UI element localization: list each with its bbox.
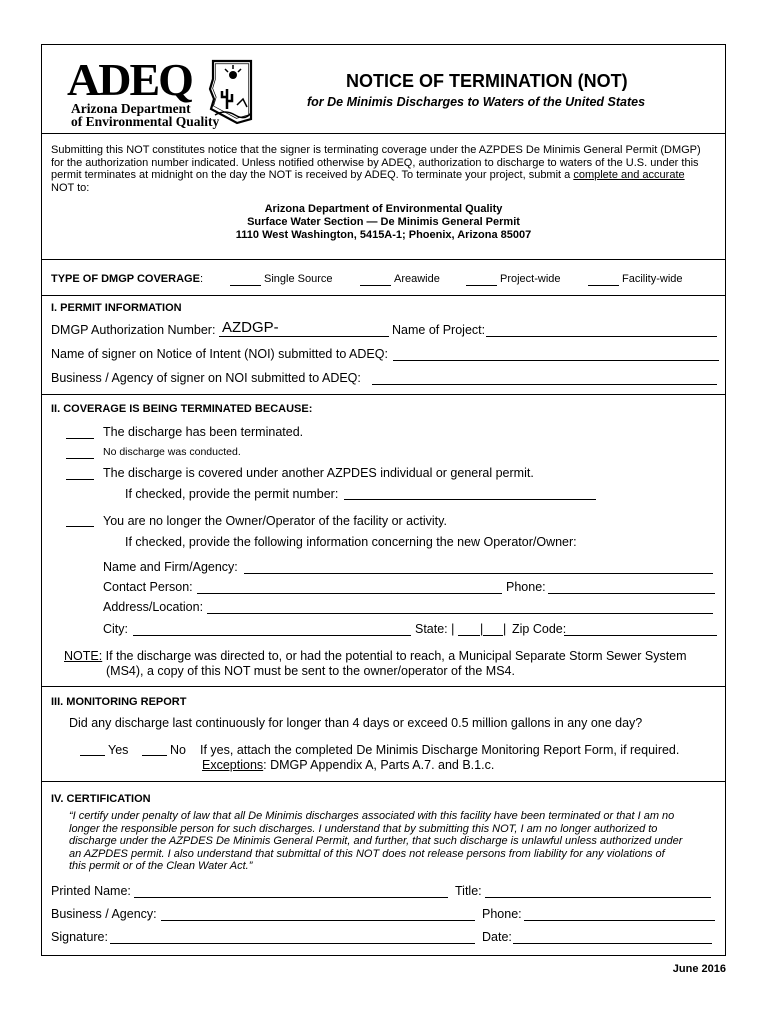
state-separator: | <box>480 622 484 636</box>
divider <box>42 781 725 782</box>
facility-wide-blank[interactable] <box>588 285 619 286</box>
auth-number-value[interactable]: AZDGP- <box>222 319 279 336</box>
divider <box>42 259 725 260</box>
cert-phone-field[interactable] <box>524 920 715 921</box>
new-owner-name-label: Name and Firm/Agency: <box>103 560 238 574</box>
divider <box>42 133 725 134</box>
yes-checkbox[interactable] <box>80 755 105 756</box>
exceptions-note: Exceptions: DMGP Appendix A, Parts A.7. and B.1.c. <box>202 758 495 772</box>
address-line1: Arizona Department of Environmental Quality <box>264 203 503 215</box>
reason2-label: No discharge was conducted. <box>103 446 241 458</box>
cert-phone-label: Phone: <box>482 907 522 921</box>
signer-business-label: Business / Agency of signer on NOI submitted to ADEQ: <box>51 371 361 385</box>
project-wide-blank[interactable] <box>466 285 497 286</box>
state-label: State: | <box>415 622 455 636</box>
reason4-label: You are no longer the Owner/Operator of the facility or activity. <box>103 514 447 528</box>
printed-name-label: Printed Name: <box>51 884 131 898</box>
areawide-label: Areawide <box>394 273 440 285</box>
new-owner-name-field[interactable] <box>244 573 713 574</box>
project-name-field[interactable] <box>486 336 717 337</box>
auth-number-label: DMGP Authorization Number: <box>51 323 216 337</box>
section3-heading: III. MONITORING REPORT <box>51 696 187 708</box>
single-source-blank[interactable] <box>230 285 261 286</box>
project-name-label: Name of Project: <box>392 323 486 337</box>
cert-business-label: Business / Agency: <box>51 907 157 921</box>
state-end: | <box>503 622 507 636</box>
contact-person-label: Contact Person: <box>103 580 193 594</box>
revision-date: June 2016 <box>672 963 726 975</box>
section4-heading: IV. CERTIFICATION <box>51 793 151 805</box>
state-field-2[interactable] <box>483 635 503 636</box>
areawide-blank[interactable] <box>360 285 391 286</box>
signer-business-field[interactable] <box>372 384 717 385</box>
signature-field[interactable] <box>110 943 475 944</box>
single-source-label: Single Source <box>264 273 333 285</box>
monitoring-instructions: If yes, attach the completed De Minimis Discharge Monitoring Report Form, if required. <box>200 743 680 757</box>
ms4-note: NOTE: If the discharge was directed to, or had the potential to reach, a Municipal Separate Storm Sewer System <box>64 649 687 663</box>
project-wide-label: Project-wide <box>500 273 561 285</box>
contact-person-field[interactable] <box>197 593 502 594</box>
divider <box>42 686 725 687</box>
auth-number-field[interactable] <box>219 336 389 337</box>
state-field-1[interactable] <box>458 635 480 636</box>
coverage-label: TYPE OF DMGP COVERAGE: <box>51 273 203 285</box>
city-field[interactable] <box>133 635 411 636</box>
reason4-checkbox[interactable] <box>66 526 94 527</box>
contact-phone-field[interactable] <box>548 593 715 594</box>
intro-text: Submitting this NOT constitutes notice that the signer is terminating coverage under the AZPDES De Minimis General Permit (DMGP) for the authorization number indicated. Unless notified otherwise by ADEQ, authorization to discharge to waters of the U.S. under this permit terminates at midnight on the day the NOT is received by ADEQ. To terminate your project, submit a complete and accurate NOT to: <box>51 144 701 194</box>
divider <box>42 394 725 395</box>
section2-heading: II. COVERAGE IS BEING TERMINATED BECAUSE: <box>51 403 313 415</box>
certification-statement: “I certify under penalty of law that all De Minimis discharges associated with this facility have been terminated or that I am no longer the responsible person for such discharges. I understand that by submitting this NOT, I am no longer authorized to discharge under the AZPDES De Minimis General Permit, and further, that such discharge is unlawful unless authorized under an AZPDES permit. I also understand that submittal of this NOT does not release persons from liability for any violations of this permit or of the Clean Water Act.” <box>69 810 683 873</box>
divider <box>42 295 725 296</box>
no-label: No <box>170 743 186 757</box>
signature-label: Signature: <box>51 930 108 944</box>
reason3-sub-label: If checked, provide the permit number: <box>125 487 339 501</box>
page-title: NOTICE OF TERMINATION (NOT) <box>346 71 628 91</box>
logo-line2: of Environmental Quality <box>71 114 220 129</box>
permit-number-field[interactable] <box>344 499 596 500</box>
no-checkbox[interactable] <box>142 755 167 756</box>
cert-date-label: Date: <box>482 930 512 944</box>
cert-business-field[interactable] <box>161 920 475 921</box>
reason1-checkbox[interactable] <box>66 438 94 439</box>
printed-name-field[interactable] <box>134 897 448 898</box>
ms4-note-line2: (MS4), a copy of this NOT must be sent to the owner/operator of the MS4. <box>106 664 515 678</box>
reason2-checkbox[interactable] <box>66 458 94 459</box>
monitoring-question: Did any discharge last continuously for longer than 4 days or exceed 0.5 million gallons in any one day? <box>69 716 643 730</box>
address-line3: 1110 West Washington, 5415A-1; Phoenix, Arizona 85007 <box>235 229 532 241</box>
signer-name-field[interactable] <box>393 360 719 361</box>
address-field[interactable] <box>207 613 713 614</box>
logo-wordmark: ADEQ <box>67 54 192 105</box>
contact-phone-label: Phone: <box>506 580 546 594</box>
arizona-state-icon <box>207 59 257 125</box>
facility-wide-label: Facility-wide <box>622 273 683 285</box>
complete-accurate-link: complete and accurate <box>573 169 685 182</box>
cert-title-label: Title: <box>455 884 482 898</box>
address-label: Address/Location: <box>103 600 204 614</box>
reason3-checkbox[interactable] <box>66 479 94 480</box>
reason1-label: The discharge has been terminated. <box>103 425 304 439</box>
city-label: City: <box>103 622 128 636</box>
signer-name-label: Name of signer on Notice of Intent (NOI) submitted to ADEQ: <box>51 347 388 361</box>
cert-date-field[interactable] <box>513 943 712 944</box>
section1-heading: I. PERMIT INFORMATION <box>51 302 182 314</box>
cert-title-field[interactable] <box>485 897 711 898</box>
not-form <box>41 44 726 956</box>
zip-label: Zip Code: <box>512 622 567 636</box>
page-subtitle: for De Minimis Discharges to Waters of the United States <box>307 95 646 109</box>
adeq-logo <box>67 54 257 129</box>
zip-field[interactable] <box>564 635 717 636</box>
reason3-label: The discharge is covered under another AZPDES individual or general permit. <box>103 466 534 480</box>
yes-label: Yes <box>108 743 129 757</box>
reason4-sub-label: If checked, provide the following information concerning the new Operator/Owner: <box>125 535 577 549</box>
address-line2: Surface Water Section — De Minimis General Permit <box>247 216 520 228</box>
logo-line1: Arizona Department <box>71 101 191 116</box>
